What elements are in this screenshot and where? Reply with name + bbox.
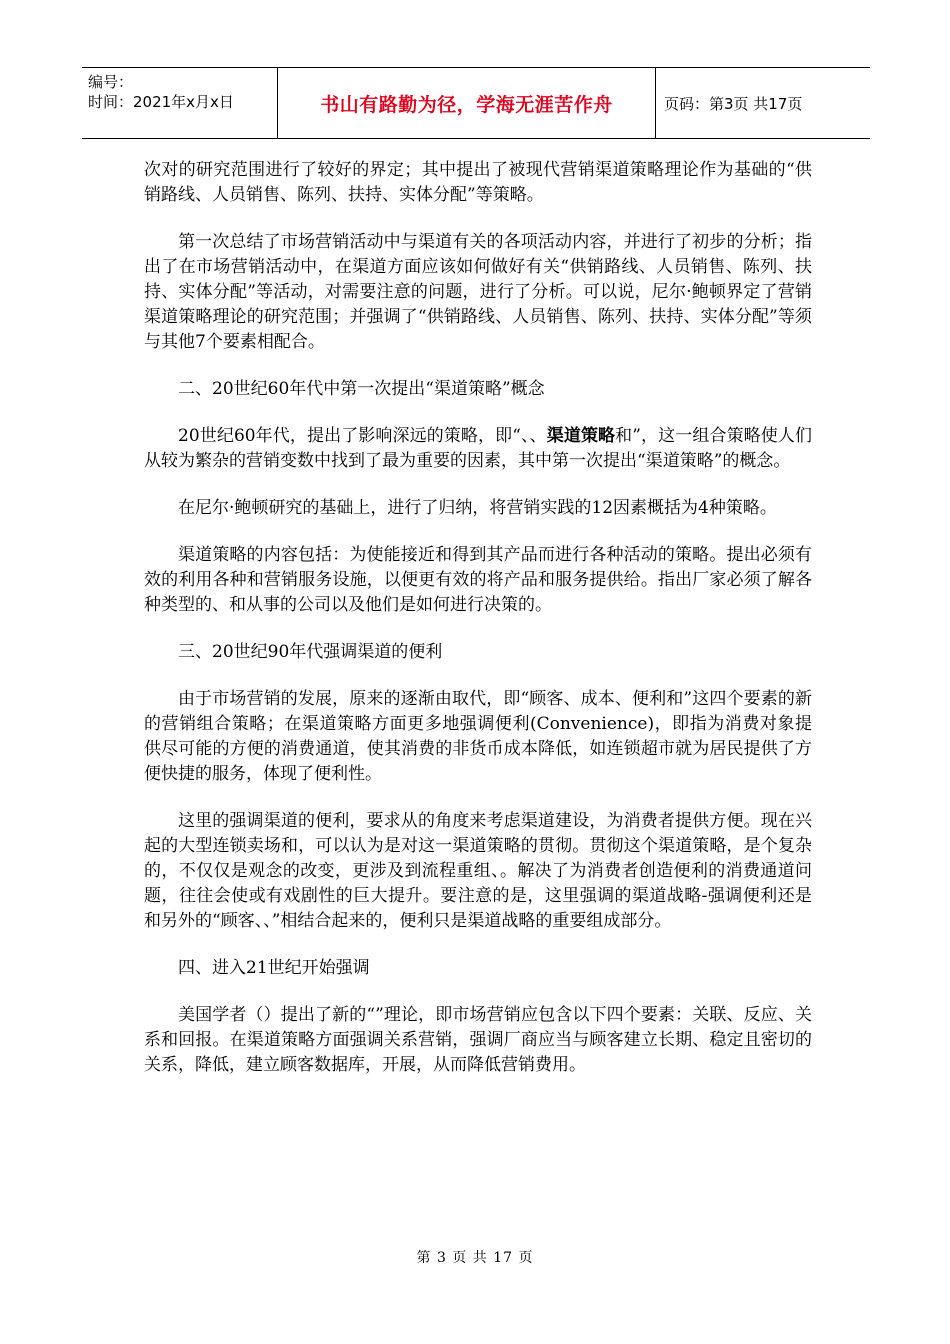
paragraph-3-part-2: 和”，这一组合策略使人们从较为繁杂的营销变数中找到了最为重要的因素，其中第一次提出“渠道策略”的概念。 xyxy=(144,426,812,471)
paragraph-3-bold: 渠道策略 xyxy=(546,426,616,446)
time-label: 时间：2021年x月x日 xyxy=(88,93,234,111)
section-heading-4: 四、进入21世纪开始强调 xyxy=(178,958,370,978)
paragraph-1: 次对的研究范围进行了较好的界定；其中提出了被现代营销渠道策略理论作为基础的“供销路线、人员销售、陈列、扶持、实体分配”等策略。 xyxy=(144,160,812,205)
page-header xyxy=(82,67,870,139)
section-heading-2: 二、20世纪60年代中第一次提出“渠道策略”概念 xyxy=(178,379,545,399)
paragraph-7: 这里的强调渠道的便利，要求从的角度来考虑渠道建设，为消费者提供方便。现在兴起的大型连锁卖场和，可以认为是对这一渠道策略的贯彻。贯彻这个渠道策略，是个复杂的，不仅仅是观念的改变，更涉及到流程重组、。解决了为消费者创造便利的消费通道问题，往往会使或有戏剧性的巨大提升。要注意的是，这里强调的渠道战略-强调便利还是和另外的“顾客、、”相结合起来的，便利只是渠道战略的重要组成部分。 xyxy=(144,811,812,931)
header-meta xyxy=(82,68,278,138)
paragraph-2: 第一次总结了市场营销活动中与渠道有关的各项活动内容，并进行了初步的分析；指出了在市场营销活动中，在渠道方面应该如何做好有关“供销路线、人员销售、陈列、扶持、实体分配”等活动，对需要注意的问题，进行了分析。可以说，尼尔·鲍顿界定了营销渠道策略理论的研究范围；并强调了“供销路线、人员销售、陈列、扶持、实体分配”等须与其他7个要素相配合。 xyxy=(144,232,812,352)
paragraph-3-part-1: 20世纪60年代，提出了影响深远的策略，即“、、 xyxy=(178,426,547,446)
header-motto: 书山有路勤为径，学海无涯苦作舟 xyxy=(278,68,656,138)
header-page-info: 页码：第3页 共17页 xyxy=(664,94,803,113)
paragraph-5: 渠道策略的内容包括：为使能接近和得到其产品而进行各种活动的策略。提出必须有效的利用各种和营销服务设施，以便更有效的将产品和服务提供给。指出厂家必须了解各种类型的、和从事的公司以及他们是如何进行决策的。 xyxy=(144,545,812,615)
paragraph-4: 在尼尔·鲍顿研究的基础上，进行了归纳，将营销实践的12因素概括为4种策略。 xyxy=(178,498,777,518)
page-footer: 第 3 页 共 17 页 xyxy=(416,1250,534,1266)
paragraph-8: 美国学者（）提出了新的“”理论，即市场营销应包含以下四个要素：关联、反应、关系和回报。在渠道策略方面强调关系营销，强调厂商应当与顾客建立长期、稳定且密切的关系，降低，建立顾客数据库，开展，从而降低营销费用。 xyxy=(144,1005,812,1075)
paragraph-6: 由于市场营销的发展，原来的逐渐由取代，即“顾客、成本、便利和”这四个要素的新的营销组合策略；在渠道策略方面更多地强调便利(Convenience)，即指为消费对象提供尽可能的方便的消费通道，使其消费的非货币成本降低，如连锁超市就为居民提供了方便快捷的服务，体现了便利性。 xyxy=(144,689,812,784)
number-label: 编号： xyxy=(88,73,134,91)
section-heading-3: 三、20世纪90年代强调渠道的便利 xyxy=(178,642,443,662)
document-body xyxy=(144,158,812,1100)
paragraph-3 xyxy=(144,424,812,474)
